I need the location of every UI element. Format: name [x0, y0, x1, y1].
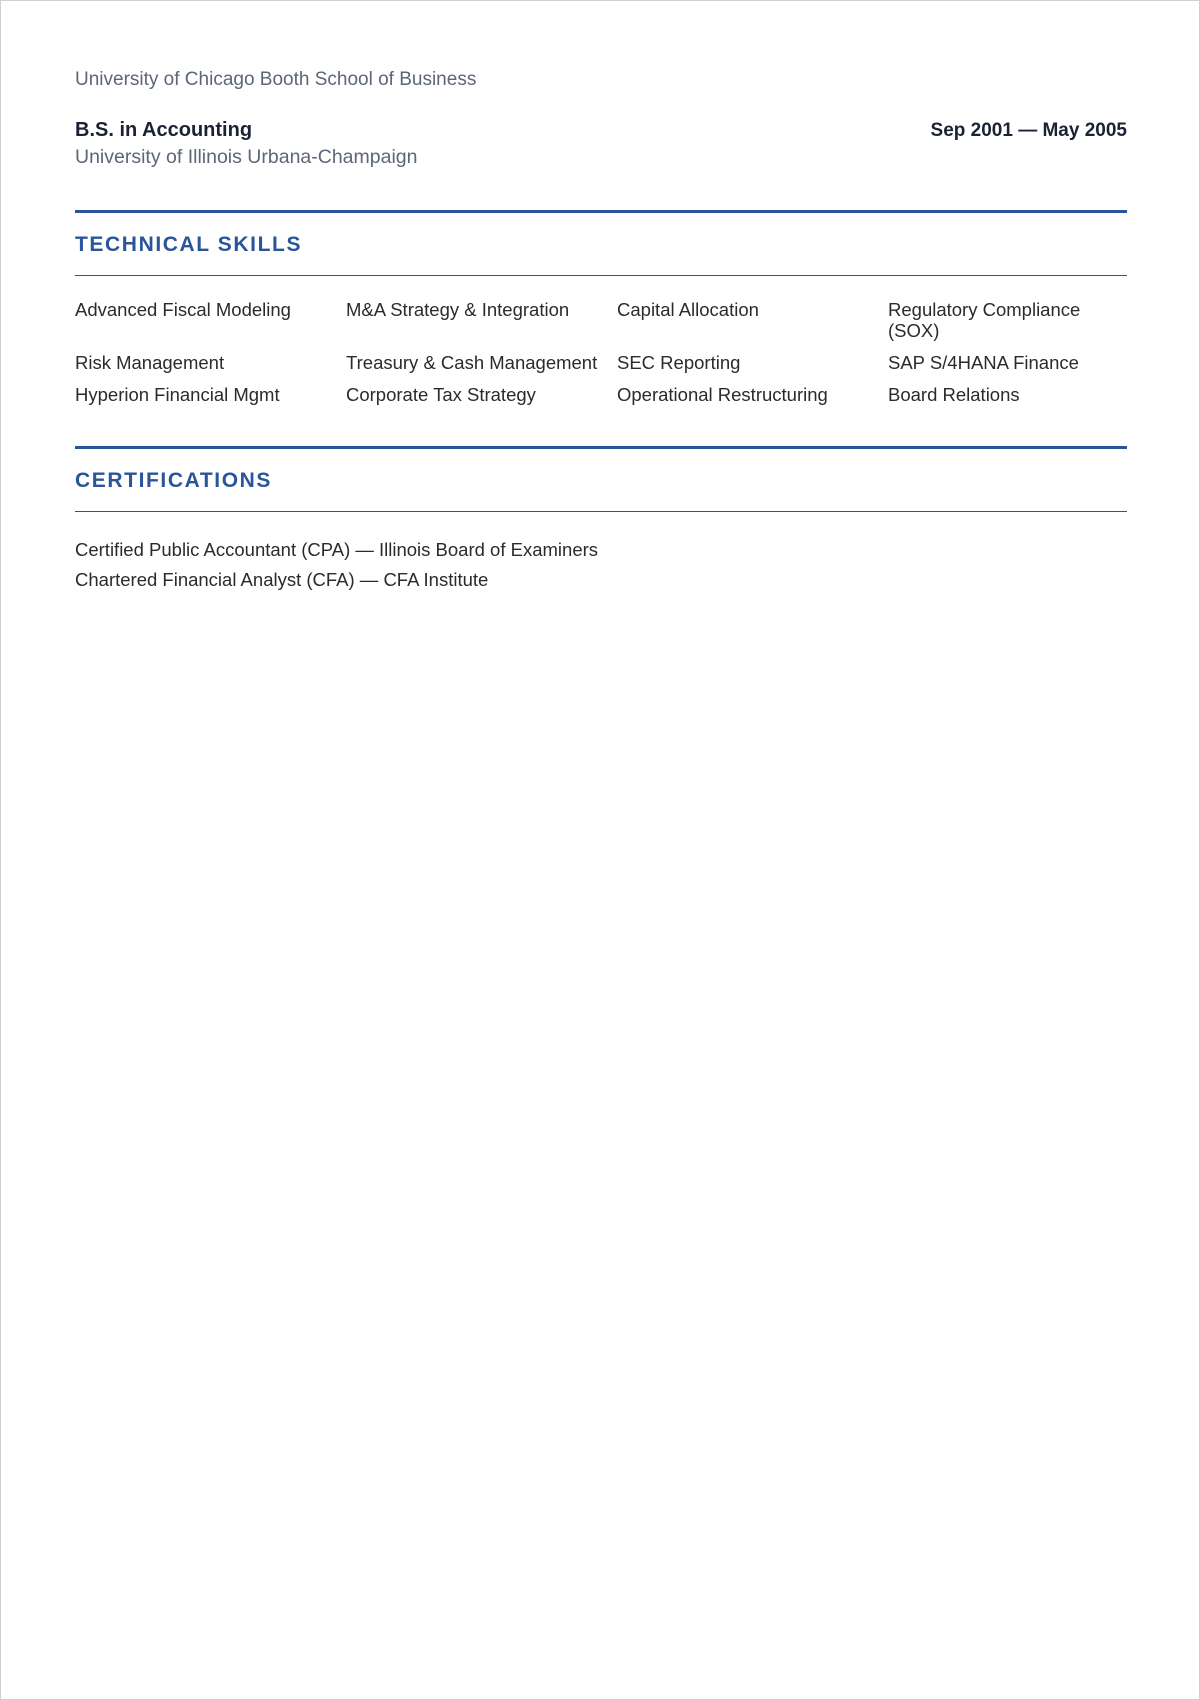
skill-item: M&A Strategy & Integration	[346, 299, 570, 320]
skill-item: Hyperion Financial Mgmt	[75, 384, 280, 405]
degree-title: B.S. in Accounting	[75, 119, 253, 141]
section-title-certifications: CERTIFICATIONS	[75, 469, 273, 492]
skill-item: Corporate Tax Strategy	[346, 384, 536, 405]
section-divider-top	[75, 446, 1127, 449]
section-divider-top	[75, 210, 1127, 213]
skill-item: SAP S/4HANA Finance	[888, 352, 1079, 373]
education-entry	[75, 118, 1127, 170]
skills-grid	[75, 299, 1127, 405]
technical-skills-section	[75, 210, 1127, 405]
skill-item: Advanced Fiscal Modeling	[75, 299, 291, 320]
section-divider-bottom	[75, 275, 1127, 276]
certification-list	[75, 535, 1127, 595]
education-dates: Sep 2001 — May 2005	[930, 120, 1127, 141]
skill-item: Capital Allocation	[617, 299, 759, 320]
school-name: University of Illinois Urbana-Champaign	[75, 146, 418, 168]
section-title-skills: TECHNICAL SKILLS	[75, 233, 303, 256]
certifications-section	[75, 446, 1127, 595]
certification-item: Chartered Financial Analyst (CFA) — CFA Institute	[75, 569, 489, 590]
skill-item: Board Relations	[888, 384, 1020, 405]
education-entry-header	[75, 118, 1127, 143]
section-divider-bottom	[75, 511, 1127, 512]
skill-item: Risk Management	[75, 352, 225, 373]
skill-item: SEC Reporting	[617, 352, 741, 373]
previous-education-school: University of Chicago Booth School of Business	[75, 69, 477, 90]
skill-item: Regulatory Compliance (SOX)	[888, 299, 1081, 341]
certification-item: Certified Public Accountant (CPA) — Illinois Board of Examiners	[75, 539, 599, 560]
resume-content	[75, 69, 1127, 595]
skill-item: Treasury & Cash Management	[346, 352, 598, 373]
skill-item: Operational Restructuring	[617, 384, 828, 405]
